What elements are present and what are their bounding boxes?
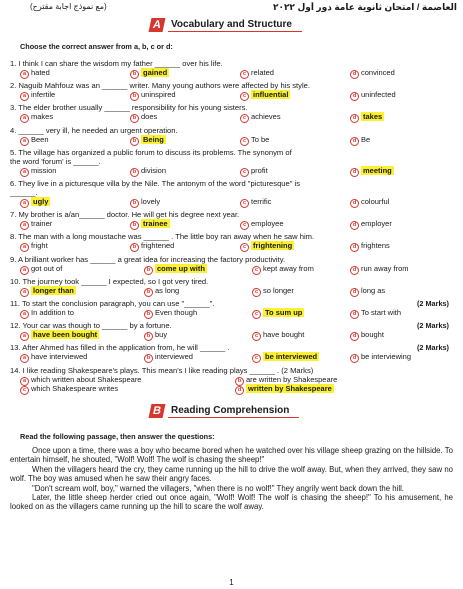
answer-option[interactable] bbox=[350, 264, 409, 273]
option-text: infertile bbox=[31, 90, 56, 100]
passage-paragraph: When the villagers heard the cry, they came running up the hill to drive the wolf away. But, when they arrived, they saw no wolf. The boy was amused when he saw their angry faces. bbox=[10, 464, 453, 484]
section-b-heading bbox=[150, 404, 299, 418]
option-text: To be bbox=[251, 134, 270, 144]
option-letter-icon: a bbox=[20, 310, 29, 319]
option-letter-icon: d bbox=[350, 354, 359, 363]
answer-option[interactable] bbox=[350, 197, 389, 206]
option-text: got out of bbox=[31, 263, 63, 273]
option-text: Being bbox=[143, 134, 164, 144]
answer-option[interactable] bbox=[350, 68, 395, 77]
question-stem: 8. The man with a long moustache was ______ . The little boy ran away when he saw him. bbox=[10, 232, 315, 242]
option-text: have been bought bbox=[33, 330, 98, 340]
option-text: hated bbox=[31, 68, 50, 77]
option-letter-icon: b bbox=[130, 114, 139, 123]
answer-option[interactable] bbox=[240, 135, 269, 144]
option-letter-icon: d bbox=[350, 243, 359, 252]
option-letter-icon: c bbox=[240, 168, 249, 177]
option-text: uninfected bbox=[361, 90, 396, 100]
answer-option[interactable] bbox=[130, 68, 169, 77]
option-text: frightens bbox=[361, 241, 390, 251]
option-text: influential bbox=[253, 90, 289, 100]
option-text: mission bbox=[31, 165, 57, 175]
answer-option[interactable] bbox=[350, 90, 396, 99]
question-stem: 14. I like reading Shakespeare's plays. This mean's I like reading plays ______ . (2 Marks) bbox=[10, 365, 314, 375]
answer-option[interactable] bbox=[235, 375, 337, 384]
option-text: as long bbox=[155, 285, 180, 295]
options-row bbox=[20, 241, 455, 250]
answer-option[interactable] bbox=[20, 264, 62, 273]
option-letter-icon: d bbox=[235, 386, 244, 395]
instruction-a: Choose the correct answer from a, b, c or d: bbox=[20, 42, 173, 51]
instruction-b: Read the following passage, then answer the questions: bbox=[20, 432, 215, 441]
option-letter-icon: c bbox=[252, 354, 261, 363]
answer-option[interactable] bbox=[20, 384, 118, 393]
option-text: division bbox=[141, 165, 167, 175]
answer-option[interactable] bbox=[144, 308, 197, 317]
option-letter-icon: c bbox=[240, 221, 249, 230]
options-row bbox=[20, 197, 455, 206]
option-letter-icon: b bbox=[144, 310, 153, 319]
answer-option[interactable] bbox=[20, 352, 87, 361]
answer-option[interactable] bbox=[130, 112, 157, 121]
answer-option[interactable] bbox=[235, 384, 334, 393]
answer-option[interactable] bbox=[252, 264, 314, 273]
marks-label: (2 Marks) bbox=[416, 343, 449, 353]
option-text: profit bbox=[251, 165, 268, 175]
option-text: buy bbox=[155, 330, 168, 340]
option-letter-icon: c bbox=[240, 70, 249, 79]
section-b-letter: B bbox=[149, 404, 166, 418]
option-letter-icon: b bbox=[130, 221, 139, 230]
option-text: are written by Shakespeare bbox=[246, 374, 338, 384]
option-letter-icon: c bbox=[252, 288, 261, 297]
options-row bbox=[20, 330, 455, 339]
passage-paragraph: "Don't scream wolf, boy," warned the villagers, "when there is no wolf!" They angrily went back down the hill. bbox=[32, 483, 404, 493]
answer-option[interactable] bbox=[130, 166, 166, 175]
option-letter-icon: b bbox=[130, 70, 139, 79]
option-text: achieves bbox=[251, 112, 281, 122]
option-letter-icon: a bbox=[20, 243, 29, 252]
option-text: trainer bbox=[31, 219, 53, 229]
option-text: interviewed bbox=[155, 352, 193, 362]
option-letter-icon: d bbox=[350, 332, 359, 341]
option-letter-icon: d bbox=[350, 137, 359, 146]
option-text: To sum up bbox=[265, 308, 303, 317]
option-letter-icon: a bbox=[20, 70, 29, 79]
answer-option[interactable] bbox=[130, 90, 176, 99]
option-text: be interviewing bbox=[361, 352, 412, 362]
answer-option[interactable] bbox=[350, 330, 384, 339]
option-text: come up with bbox=[157, 263, 205, 273]
answer-option[interactable] bbox=[240, 68, 274, 77]
answer-option[interactable] bbox=[144, 286, 179, 295]
option-text: gained bbox=[143, 68, 168, 77]
option-text: meeting bbox=[363, 165, 392, 175]
option-letter-icon: d bbox=[350, 168, 359, 177]
answer-option[interactable] bbox=[20, 330, 99, 339]
answer-option[interactable] bbox=[350, 166, 394, 175]
option-letter-icon: b bbox=[130, 243, 139, 252]
question-stem: 2. Naguib Mahfouz was an ______ writer. Many young authors were affected by his style. bbox=[10, 81, 310, 91]
answer-option[interactable] bbox=[20, 68, 50, 77]
option-text: run away from bbox=[361, 263, 409, 273]
answer-option[interactable] bbox=[240, 112, 281, 121]
answer-option[interactable] bbox=[252, 286, 294, 295]
option-text: does bbox=[141, 112, 158, 122]
option-letter-icon: a bbox=[20, 354, 29, 363]
option-letter-icon: a bbox=[20, 92, 29, 101]
option-letter-icon: c bbox=[240, 92, 249, 101]
answer-option[interactable] bbox=[350, 112, 384, 121]
answer-option[interactable] bbox=[350, 286, 385, 295]
answer-option[interactable] bbox=[240, 90, 290, 99]
option-text: lovely bbox=[141, 197, 161, 206]
question-stem: 7. My brother is a/an______ doctor. He will get his degree next year. bbox=[10, 210, 240, 220]
option-text: bought bbox=[361, 330, 384, 340]
question-stem: 12. Your car was though to ______ by a fortune. bbox=[10, 321, 172, 331]
options-row bbox=[20, 352, 455, 361]
answer-option[interactable] bbox=[20, 286, 76, 295]
answer-option[interactable] bbox=[130, 241, 174, 250]
option-text: colourful bbox=[361, 197, 390, 206]
option-letter-icon: b bbox=[144, 332, 153, 341]
question-stem: the word 'forum' is ______. bbox=[10, 156, 101, 166]
option-text: terrific bbox=[251, 197, 272, 206]
option-letter-icon: a bbox=[20, 332, 29, 341]
answer-option[interactable] bbox=[350, 219, 392, 228]
option-text: written by Shakespeare bbox=[248, 383, 332, 393]
option-letter-icon: a bbox=[20, 199, 29, 208]
section-a-heading bbox=[150, 18, 302, 32]
option-text: long as bbox=[361, 285, 386, 295]
option-text: Even though bbox=[155, 308, 198, 317]
option-letter-icon: c bbox=[252, 266, 261, 275]
options-row bbox=[20, 219, 455, 228]
answer-option[interactable] bbox=[350, 308, 401, 317]
option-text: frightened bbox=[141, 241, 175, 251]
option-letter-icon: c bbox=[252, 310, 261, 319]
option-text: longer than bbox=[33, 285, 74, 295]
option-text: ugly bbox=[33, 197, 49, 206]
option-letter-icon: b bbox=[144, 266, 153, 275]
option-letter-icon: c bbox=[252, 332, 261, 341]
option-text: convinced bbox=[361, 68, 395, 77]
passage-paragraph: Later, the little sheep herder cried out once again, "Wolf! Wolf! The wolf is chasing the sheep!" To his amusement, he looked on as the villagers came running up the hill to scare the wolf away. bbox=[10, 493, 453, 512]
answer-option[interactable] bbox=[20, 308, 74, 317]
option-text: so longer bbox=[263, 285, 294, 295]
question-stem: 13. After Ahmed has filled in the application from, he will ______ . bbox=[10, 343, 230, 353]
options-row bbox=[20, 90, 455, 99]
options-row bbox=[20, 112, 455, 121]
option-letter-icon: a bbox=[20, 221, 29, 230]
option-text: Been bbox=[31, 134, 49, 144]
option-text: In addition to bbox=[31, 308, 74, 317]
answer-option[interactable] bbox=[144, 352, 193, 361]
option-letter-icon: b bbox=[144, 288, 153, 297]
passage-paragraph: Once upon a time, there was a boy who became bored when he watched over his village sheep grazing on the hillside. To entertain himself, he shouted, "Wolf! Wolf! The wolf is chasing the sheep!" bbox=[10, 446, 453, 465]
answer-option[interactable] bbox=[130, 135, 166, 144]
option-letter-icon: c bbox=[20, 386, 29, 395]
question-stem: 11. To start the conclusion paragraph, you can use "______". bbox=[10, 299, 215, 308]
option-text: have bought bbox=[263, 330, 305, 340]
answer-option[interactable] bbox=[20, 135, 49, 144]
question-stem: 3. The elder brother usually ______ responsibility for his young sisters. bbox=[10, 103, 248, 113]
options-row bbox=[20, 286, 455, 295]
option-text: uninspired bbox=[141, 90, 176, 100]
option-letter-icon: d bbox=[350, 221, 359, 230]
section-a-letter: A bbox=[149, 18, 166, 32]
options-row bbox=[20, 166, 455, 175]
answer-option[interactable] bbox=[350, 352, 411, 361]
answer-option[interactable] bbox=[20, 219, 52, 228]
section-b-title: Reading Comprehension bbox=[168, 404, 299, 418]
option-letter-icon: b bbox=[235, 377, 244, 386]
answer-option[interactable] bbox=[252, 308, 304, 317]
option-text: employer bbox=[361, 219, 392, 229]
question-stem: ______. bbox=[10, 188, 38, 197]
option-letter-icon: a bbox=[20, 137, 29, 146]
option-letter-icon: d bbox=[350, 70, 359, 79]
question-stem: 6. They live in a picturesque villa by the Nile. The antonym of the word "picturesque" is bbox=[10, 179, 301, 188]
answer-option[interactable] bbox=[20, 197, 50, 206]
option-text: related bbox=[251, 68, 274, 77]
option-letter-icon: b bbox=[130, 168, 139, 177]
option-letter-icon: b bbox=[144, 354, 153, 363]
page-number: 1 bbox=[229, 578, 234, 587]
options-row bbox=[20, 135, 455, 144]
option-text: frightening bbox=[253, 241, 293, 251]
option-letter-icon: c bbox=[240, 243, 249, 252]
answer-option[interactable] bbox=[240, 166, 268, 175]
reading-passage bbox=[10, 446, 453, 512]
answer-option[interactable] bbox=[130, 219, 170, 228]
options-row bbox=[20, 374, 455, 393]
option-letter-icon: d bbox=[350, 92, 359, 101]
answer-option[interactable] bbox=[240, 241, 294, 250]
option-letter-icon: b bbox=[130, 137, 139, 146]
answer-option[interactable] bbox=[144, 330, 167, 339]
option-letter-icon: a bbox=[20, 168, 29, 177]
option-letter-icon: b bbox=[130, 92, 139, 101]
question-stem: 9. A brilliant worker has ______ a great idea for increasing the factory productivity. bbox=[10, 254, 286, 264]
question-stem: 1. I think I can share the wisdom my father ______ over his life. bbox=[10, 59, 223, 68]
option-text: have interviewed bbox=[31, 352, 88, 362]
question-stem: 10. The journey took ______ I expected, so I got very tired. bbox=[10, 276, 209, 286]
option-text: be interviewed bbox=[265, 352, 318, 362]
answer-option[interactable] bbox=[20, 90, 55, 99]
options-row bbox=[20, 264, 455, 273]
option-letter-icon: a bbox=[20, 377, 29, 386]
option-letter-icon: d bbox=[350, 199, 359, 208]
options-row bbox=[20, 68, 455, 77]
option-text: which written about Shakespeare bbox=[31, 374, 142, 384]
answer-option[interactable] bbox=[252, 352, 319, 361]
option-letter-icon: d bbox=[350, 310, 359, 319]
option-text: makes bbox=[31, 112, 54, 122]
option-letter-icon: b bbox=[130, 199, 139, 208]
marks-label: (2 Marks) bbox=[416, 299, 449, 308]
answer-option[interactable] bbox=[252, 330, 304, 339]
question-stem: 5. The village has organized a public forum to discuss its problems. The synonym of bbox=[10, 147, 292, 157]
option-letter-icon: c bbox=[240, 137, 249, 146]
option-letter-icon: c bbox=[240, 199, 249, 208]
header-model-note: (مع نموذج اجابة مقترح) bbox=[30, 2, 107, 11]
answer-option[interactable] bbox=[20, 375, 141, 384]
option-text: kept away from bbox=[263, 263, 314, 273]
option-text: trainee bbox=[143, 219, 168, 229]
option-letter-icon: d bbox=[350, 114, 359, 123]
option-letter-icon: d bbox=[350, 266, 359, 275]
options-row bbox=[20, 308, 455, 317]
question-stem: 4. ______ very ill, he needed an urgent operation. bbox=[10, 125, 178, 135]
option-text: Be bbox=[361, 134, 371, 144]
answer-option[interactable] bbox=[20, 166, 56, 175]
option-letter-icon: c bbox=[240, 114, 249, 123]
answer-option[interactable] bbox=[144, 264, 207, 273]
option-text: takes bbox=[363, 112, 383, 122]
option-text: employee bbox=[251, 219, 284, 229]
header-title: العاصمة / امتحان ثانوية عامة دور أول ٢٠٢٢ bbox=[272, 2, 457, 12]
answer-option[interactable] bbox=[350, 241, 390, 250]
answer-option[interactable] bbox=[20, 112, 53, 121]
marks-label: (2 Marks) bbox=[416, 321, 449, 331]
answer-option[interactable] bbox=[240, 197, 271, 206]
option-text: To start with bbox=[361, 308, 402, 317]
answer-option[interactable] bbox=[240, 219, 284, 228]
option-letter-icon: a bbox=[20, 288, 29, 297]
page-header bbox=[30, 2, 457, 15]
option-text: fright bbox=[31, 241, 48, 251]
option-letter-icon: a bbox=[20, 266, 29, 275]
answer-option[interactable] bbox=[130, 197, 160, 206]
answer-option[interactable] bbox=[350, 135, 370, 144]
option-text: which Shakespeare writes bbox=[31, 383, 119, 393]
answer-option[interactable] bbox=[20, 241, 48, 250]
section-a-title: Vocabulary and Structure bbox=[168, 18, 302, 32]
option-letter-icon: d bbox=[350, 288, 359, 297]
option-letter-icon: a bbox=[20, 114, 29, 123]
